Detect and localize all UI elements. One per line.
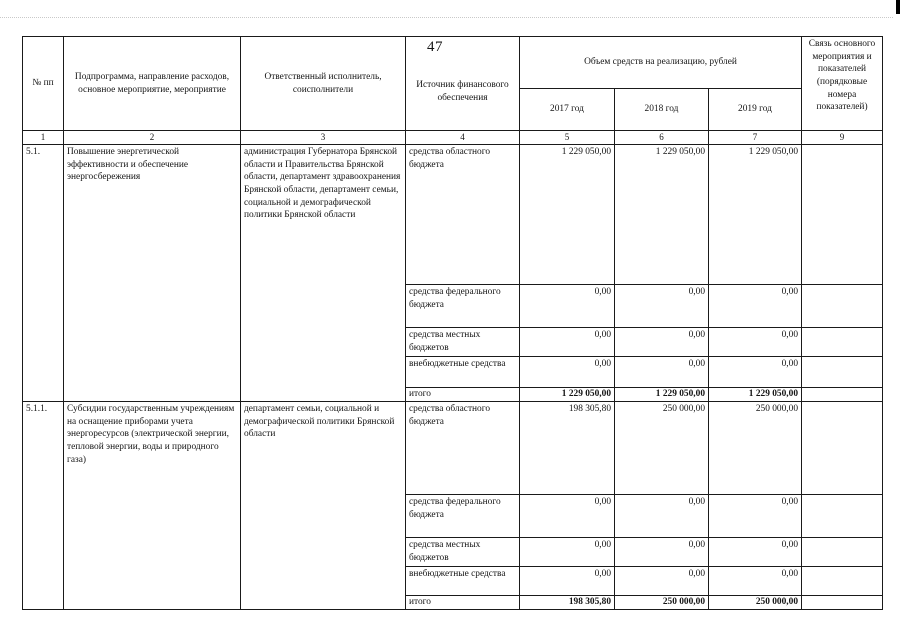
header-year-2017: 2017 год	[520, 89, 615, 131]
row-link	[802, 357, 883, 388]
row-link	[802, 328, 883, 357]
header-num: № пп	[23, 37, 64, 131]
row-executor: администрация Губернатора Брянской области и Правительства Брянской области, департамент здравоохранения Брянской области, департамент семьи, социальной и демографической политики Брянской области	[241, 145, 406, 402]
row-source: средства федерального бюджета	[406, 495, 520, 538]
column-number: 5	[520, 131, 615, 145]
row-executor: департамент семьи, социальной и демографической политики Брянской области	[241, 402, 406, 610]
row-source: средства местных бюджетов	[406, 538, 520, 567]
value-2017: 198 305,80	[520, 596, 615, 610]
header-program: Подпрограмма, направление расходов, основное мероприятие, мероприятие	[64, 37, 241, 131]
value-2018: 0,00	[615, 567, 709, 596]
value-2018: 1 229 050,00	[615, 388, 709, 402]
value-2018: 250 000,00	[615, 402, 709, 495]
value-2017: 0,00	[520, 357, 615, 388]
row-source: средства федерального бюджета	[406, 285, 520, 328]
header-year-2019: 2019 год	[709, 89, 802, 131]
value-2018: 0,00	[615, 328, 709, 357]
row-link	[802, 388, 883, 402]
column-number: 3	[241, 131, 406, 145]
value-2018: 0,00	[615, 285, 709, 328]
value-2019: 0,00	[709, 567, 802, 596]
row-num: 5.1.	[23, 145, 64, 402]
row-link	[802, 538, 883, 567]
row-link	[802, 285, 883, 328]
row-source: итого	[406, 596, 520, 610]
value-2018: 0,00	[615, 538, 709, 567]
row-source: средства местных бюджетов	[406, 328, 520, 357]
value-2019: 0,00	[709, 357, 802, 388]
page-number: 47	[427, 39, 443, 55]
column-number: 1	[23, 131, 64, 145]
value-2017: 0,00	[520, 567, 615, 596]
value-2019: 1 229 050,00	[709, 388, 802, 402]
value-2019: 250 000,00	[709, 402, 802, 495]
column-number: 9	[802, 131, 883, 145]
scan-edge-mark	[896, 0, 900, 14]
budget-table	[22, 36, 883, 610]
row-link	[802, 402, 883, 495]
row-num: 5.1.1.	[23, 402, 64, 610]
value-2017: 0,00	[520, 328, 615, 357]
row-source: средства областного бюджета	[406, 402, 520, 495]
row-source: внебюджетные средства	[406, 567, 520, 596]
row-link	[802, 567, 883, 596]
value-2017: 1 229 050,00	[520, 388, 615, 402]
column-number: 2	[64, 131, 241, 145]
column-number: 6	[615, 131, 709, 145]
row-source: внебюджетные средства	[406, 357, 520, 388]
column-number: 7	[709, 131, 802, 145]
header-link: Связь основного мероприятия и показателей (порядковые номера показателей)	[802, 37, 883, 131]
header-volume: Объем средств на реализацию, рублей	[520, 37, 802, 89]
header-year-2018: 2018 год	[615, 89, 709, 131]
row-program: Субсидии государственным учреждениям на оснащение приборами учета энергоресурсов (электрической энергии, тепловой энергии, воды и природного газа)	[64, 402, 241, 610]
value-2017: 0,00	[520, 538, 615, 567]
row-program: Повышение энергетической эффективности и обеспечение энергосбережения	[64, 145, 241, 402]
value-2019: 0,00	[709, 538, 802, 567]
value-2019: 0,00	[709, 285, 802, 328]
value-2019: 0,00	[709, 328, 802, 357]
top-scan-line	[0, 17, 893, 18]
value-2019: 250 000,00	[709, 596, 802, 610]
header-source: Источник финансового обеспечения	[406, 37, 520, 131]
value-2018: 0,00	[615, 495, 709, 538]
value-2017: 198 305,80	[520, 402, 615, 495]
row-source: средства областного бюджета	[406, 145, 520, 285]
row-link	[802, 145, 883, 285]
row-source: итого	[406, 388, 520, 402]
row-link	[802, 596, 883, 610]
column-number-row	[23, 131, 883, 145]
value-2017: 1 229 050,00	[520, 145, 615, 285]
value-2017: 0,00	[520, 495, 615, 538]
value-2019: 1 229 050,00	[709, 145, 802, 285]
table-row	[23, 145, 883, 285]
value-2018: 0,00	[615, 357, 709, 388]
value-2018: 250 000,00	[615, 596, 709, 610]
table-row	[23, 402, 883, 495]
value-2018: 1 229 050,00	[615, 145, 709, 285]
header-row	[23, 37, 883, 89]
column-number: 4	[406, 131, 520, 145]
header-executor: Ответственный исполнитель, соисполнители	[241, 37, 406, 131]
row-link	[802, 495, 883, 538]
value-2019: 0,00	[709, 495, 802, 538]
value-2017: 0,00	[520, 285, 615, 328]
